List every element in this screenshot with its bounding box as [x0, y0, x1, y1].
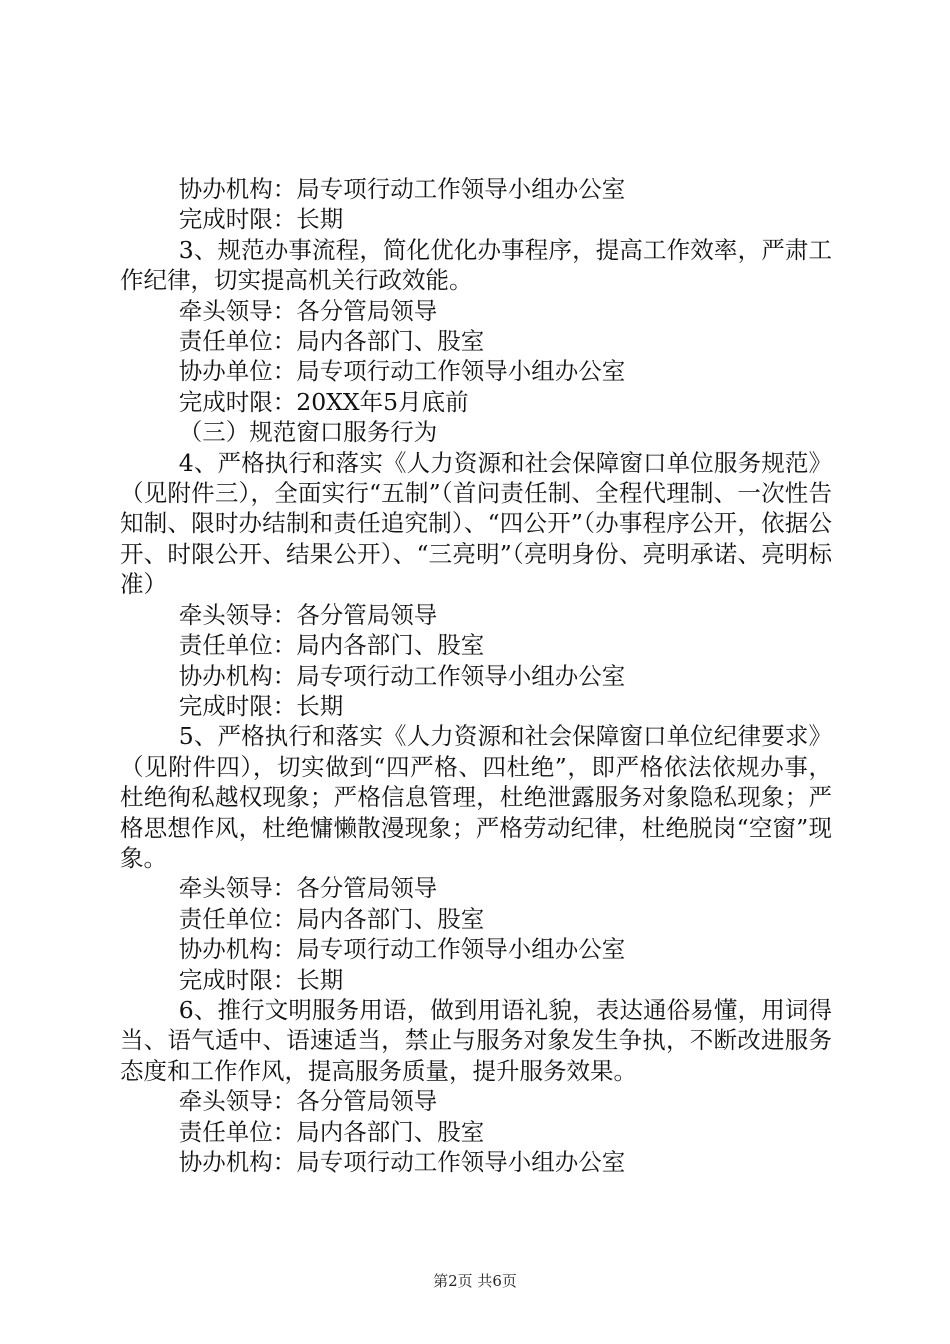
body-paragraph: 4、严格执行和落实《人力资源和社会保障窗口单位服务规范》（见附件三），全面实行“五制”（首问责任制、全程代理制、一次性告知制、限时办结制和责任追究制）、“四公开”（办事程序公开，依据公开、时限公开、结果公开）、“三亮明”（亮明身份、亮明承诺、亮明标准）	[120, 448, 832, 599]
body-paragraph: 5、严格执行和落实《人力资源和社会保障窗口单位纪律要求》（见附件四），切实做到“四严格、四杜绝”，即严格依法依规办事，杜绝徇私越权现象；严格信息管理，杜绝泄露服务对象隐私现象；严格思想作风，杜绝慵懒散漫现象；严格劳动纪律，杜绝脱岗“空窗”现象。	[120, 722, 832, 872]
page-footer: 第2页 共6页	[433, 1272, 517, 1290]
field-line: 协办机构：局专项行动工作领导小组办公室	[178, 661, 626, 690]
field-line: 责任单位：局内各部门、股室	[178, 327, 485, 356]
field-line: 牵头领导：各分管局领导	[178, 1087, 438, 1116]
field-line: 完成时限：长期	[178, 691, 344, 720]
field-line: 责任单位：局内各部门、股室	[178, 904, 485, 933]
field-line: 牵头领导：各分管局领导	[178, 874, 438, 903]
body-paragraph: 3、规范办事流程，简化优化办事程序，提高工作效率，严肃工作纪律，切实提高机关行政效能。	[120, 235, 832, 295]
body-paragraph: 6、推行文明服务用语，做到用语礼貌，表达通俗易懂，用词得当、语气适中、语速适当，禁止与服务对象发生争执，不断改进服务态度和工作作风，提高服务质量，提升服务效果。	[120, 995, 832, 1085]
field-line: 协办机构：局专项行动工作领导小组办公室	[178, 935, 626, 964]
field-line: 牵头领导：各分管局领导	[178, 296, 438, 325]
field-line: 牵头领导：各分管局领导	[178, 600, 438, 629]
field-line: 协办机构：局专项行动工作领导小组办公室	[178, 175, 626, 203]
field-line: 完成时限：长期	[178, 205, 344, 234]
field-line: 责任单位：局内各部门、股室	[178, 1117, 485, 1146]
field-line: 协办机构：局专项行动工作领导小组办公室	[178, 1148, 626, 1176]
field-line: 协办单位：局专项行动工作领导小组办公室	[178, 357, 626, 386]
field-line: （三）规范窗口服务行为	[178, 418, 438, 447]
field-line: 完成时限：长期	[178, 965, 344, 994]
field-line: 完成时限：20XX年5月底前	[178, 387, 469, 416]
document-body	[120, 174, 832, 1177]
field-line: 责任单位：局内各部门、股室	[178, 631, 485, 660]
